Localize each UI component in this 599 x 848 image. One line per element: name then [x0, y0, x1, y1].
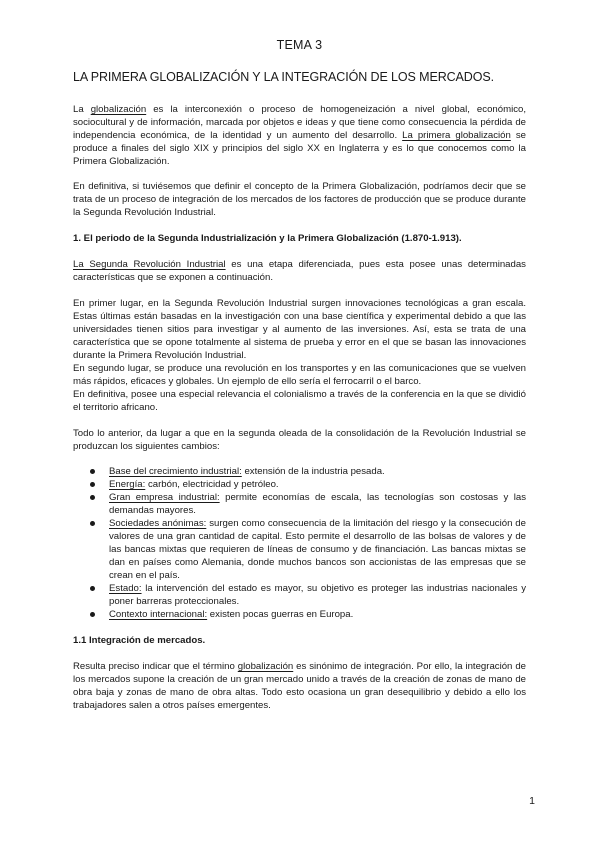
section-1-1-paragraph [73, 660, 526, 712]
document-body [73, 103, 526, 712]
list-item [73, 478, 526, 491]
list-item-text: la intervención del estado es mayor, su objetivo es proteger las industrias nacionales y poner barreras proteccionales. [109, 583, 526, 607]
bullet-icon [90, 586, 95, 591]
text-run: es la interconexión o proceso de homogeneización a nivel global, económico, sociocultural y de información, marcada por objetos e ideas y que tiene como consecuencia la pérdida de independencia económica, de la identidad y un aumento del desarrollo. [73, 104, 526, 141]
bullet-icon [90, 482, 95, 487]
changes-list [73, 465, 526, 621]
list-item-text: existen pocas guerras en Europa. [207, 609, 354, 620]
list-item-text: extensión de la industria pesada. [241, 466, 385, 477]
list-item [73, 465, 526, 478]
bullet-icon [90, 469, 95, 474]
list-item-label: Gran empresa industrial: [109, 492, 220, 503]
list-item [73, 608, 526, 621]
text-run: La [73, 104, 91, 115]
section-1-paragraph-2: En primer lugar, en la Segunda Revolución Industrial surgen innovaciones tecnológicas a gran escala. Estas últimas están basadas en la investigación con una base científica y experimental debido a que las universidades tienen sitios para investigar y al aumento de las inversiones. Así, esta se trata de una característica que se opone totalmente al sistema de prueba y error en el que se basan las innovaciones durante la Primera Revolución Industrial. [73, 298, 526, 361]
list-item [73, 517, 526, 582]
bullet-icon [90, 495, 95, 500]
bullet-icon [90, 612, 95, 617]
text-run: es sinónimo de integración. Por ello, la integración de los mercados supone la creación de un gran mercado unido a través de la creación de zonas de mano de obra baja y zonas de mano de obra altas. Todo esto ocasiona un gran desequilibrio y debido a ello los trabajadores salen a otros países emergentes. [73, 661, 526, 711]
term-segunda-revolucion: La Segunda Revolución Industrial [73, 259, 226, 270]
term-globalizacion: globalización [90, 104, 147, 115]
section-1-paragraph-3: En segundo lugar, se produce una revolución en los transportes y en las comunicaciones que se vuelven más rápidos, eficaces y globales. Un ejemplo de ello sería el ferrocarril o el barco. [73, 363, 526, 387]
section-1-heading: 1. El periodo de la Segunda Industrialización y la Primera Globalización (1.870-1.913). [73, 233, 462, 244]
list-item-label: Estado: [109, 583, 142, 594]
section-1-1-heading: 1.1 Integración de mercados. [73, 635, 206, 646]
list-item-label: Base del crecimiento industrial: [109, 466, 242, 477]
list-item [73, 582, 526, 608]
intro-paragraph-1 [73, 103, 526, 168]
page-number: 1 [529, 795, 535, 807]
page-title: LA PRIMERA GLOBALIZACIÓN Y LA INTEGRACIÓN DE LOS MERCADOS. [73, 70, 494, 84]
term-globalizacion: globalización [237, 661, 294, 672]
section-1-paragraph-1 [73, 258, 526, 284]
list-item-label: Sociedades anónimas: [109, 518, 207, 529]
text-run: Resulta preciso indicar que el término [73, 661, 238, 672]
term-primera-globalizacion: La primera globalización [402, 130, 511, 141]
intro-paragraph-2: En definitiva, si tuviésemos que definir el concepto de la Primera Globalización, podríamos decir que se trata de un proceso de integración de los mercados de los factores de producción que se produce durante la Segunda Revolución Industrial. [73, 181, 526, 218]
list-item-label: Energía: [109, 479, 146, 490]
list-item-label: Contexto internacional: [109, 609, 208, 620]
text-run: se produce a finales del siglo XIX y principios del siglo XX en Inglaterra y es lo que conocemos como la Primera Globalización. [73, 130, 526, 167]
list-item-text: surgen como consecuencia de la limitación del riesgo y la consecución de valores de una gran cantidad de capital. Esto permite el desarrollo de las bolsas de valores y de las bancas mixtas que requieren de líneas de consumo y de financiación. Las bancas mixtas se dan en países como Alemania, donde muchos bancos son accionistas de las empresas que se crean en el país. [109, 518, 526, 581]
topic-label: TEMA 3 [276, 38, 323, 52]
text-run: es una etapa diferenciada, pues esta posee unas determinadas características que se exponen a continuación. [73, 259, 526, 283]
list-item-text: permite economías de escala, las tecnologías son costosas y las demandas mayores. [109, 492, 526, 516]
section-1-paragraph-5: Todo lo anterior, da lugar a que en la segunda oleada de la consolidación de la Revolución Industrial se produzcan los siguientes cambios: [73, 428, 526, 452]
list-item-text: carbón, electricidad y petróleo. [145, 479, 279, 490]
list-item [73, 491, 526, 517]
bullet-icon [90, 521, 95, 526]
section-1-paragraph-4: En definitiva, posee una especial relevancia el colonialismo a través de la conferencia en la que se dividió el territorio africano. [73, 389, 526, 413]
